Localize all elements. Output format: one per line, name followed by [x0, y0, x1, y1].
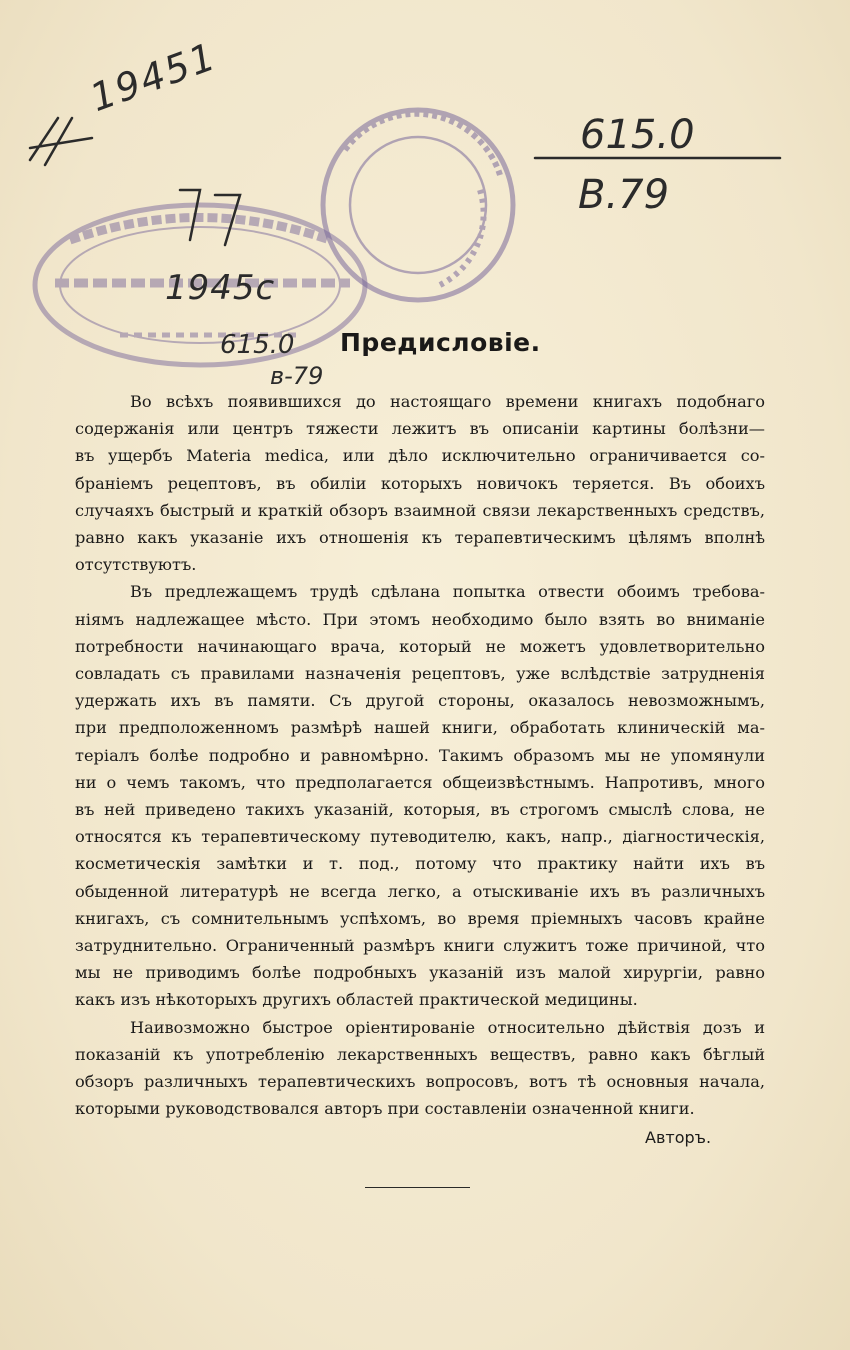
text-line: содержанія или центръ тяжести лежитъ въ описаніи картины болѣзни—: [75, 419, 765, 439]
text-line: Наивозможно быстрое оріентированіе относительно дѣйствія дозъ и: [130, 1017, 765, 1037]
text-line: удержать ихъ въ памяти. Съ другой стороны, оказалось невозможнымъ,: [75, 691, 765, 711]
text-line: ніямъ надлежащее мѣсто. При этомъ необходимо было взять во вниманіе: [75, 609, 765, 629]
handwritten-top-left: 19451: [84, 33, 223, 121]
text-line: обыденной литературѣ не всегда легко, а отыскиваніе ихъ въ различныхъ: [75, 881, 765, 901]
text-line: косметическія замѣтки и т. под., потому что практику найти ихъ въ: [75, 854, 765, 874]
text-line: случаяхъ быстрый и краткій обзоръ взаимной связи лекарственныхъ средствъ,: [75, 500, 765, 520]
closing-rule: [365, 1187, 470, 1188]
author-signature: Авторъ.: [645, 1128, 712, 1147]
text-line: показаній къ употребленію лекарственныхъ веществъ, равно какъ бѣглый: [75, 1044, 765, 1064]
paragraph-3: [75, 1014, 765, 1123]
text-line: въ ней приведено такихъ указаній, которыя, въ строгомъ смыслѣ слова, не: [75, 800, 765, 820]
text-line: относятся къ терапевтическому путеводителю, какъ, напр., діагностическія,: [75, 827, 765, 847]
crossed-mark: [30, 118, 92, 165]
text-line: ни о чемъ такомъ, что предполагается общеизвѣстнымъ. Напротивъ, много: [75, 772, 765, 792]
handwritten-1945: 1945с: [165, 268, 276, 308]
paragraph-2: [75, 578, 765, 1013]
text-line: браніемъ рецептовъ, въ обиліи которыхъ новичокъ теряется. Въ обоихъ: [75, 473, 765, 493]
text-line: отсутствуютъ.: [75, 555, 197, 575]
catalog-number: 615.0: [580, 112, 695, 158]
handwritten-615-mid: 615.0: [220, 330, 295, 360]
text-line: потребности начинающаго врача, который не можетъ удовлетворительно: [75, 636, 765, 656]
text-line: равно какъ указаніе ихъ отношенія къ терапевтическимъ цѣлямъ вполнѣ: [75, 528, 765, 548]
handwritten-b79-mid: в-79: [270, 362, 324, 390]
preface-body: [75, 388, 765, 1122]
text-line: обзоръ различныхъ терапевтическихъ вопросовъ, вотъ тѣ основныя начала,: [75, 1072, 765, 1092]
text-line: въ ущербъ Materia medica, или дѣло исключительно ограничивается со-: [75, 446, 765, 466]
text-line: книгахъ, съ сомнительнымъ успѣхомъ, во время пріемныхъ часовъ крайне: [75, 908, 765, 928]
text-line: мы не приводимъ болѣе подробныхъ указаній изъ малой хирургіи, равно: [75, 963, 765, 983]
text-line: совладать съ правилами назначенія рецептовъ, уже вслѣдствіе затрудненія: [75, 664, 765, 684]
text-line: которыми руководствовался авторъ при составленіи означенной книги.: [75, 1099, 695, 1119]
text-line: при предположенномъ размѣрѣ нашей книги, обработать клиническій ма-: [75, 718, 765, 738]
page-title: Предисловіе.: [340, 328, 541, 357]
handwritten-number: [178, 185, 244, 245]
text-line: теріалъ болѣе подробно и равномѣрно. Такимъ образомъ мы не упомянули: [75, 745, 765, 765]
text-line: Во всѣхъ появившихся до настоящаго времени книгахъ подобнаго: [130, 392, 765, 411]
round-stamp: [323, 110, 513, 300]
text-line: какъ изъ нѣкоторыхъ другихъ областей практической медицины.: [75, 990, 638, 1010]
text-line: затруднительно. Ограниченный размѣръ книги служитъ тоже причиной, что: [75, 936, 765, 956]
text-line: Въ предлежащемъ трудѣ сдѣлана попытка отвести обоимъ требова-: [130, 582, 765, 602]
paragraph-1: [75, 388, 765, 578]
catalog-code: В.79: [578, 172, 670, 218]
